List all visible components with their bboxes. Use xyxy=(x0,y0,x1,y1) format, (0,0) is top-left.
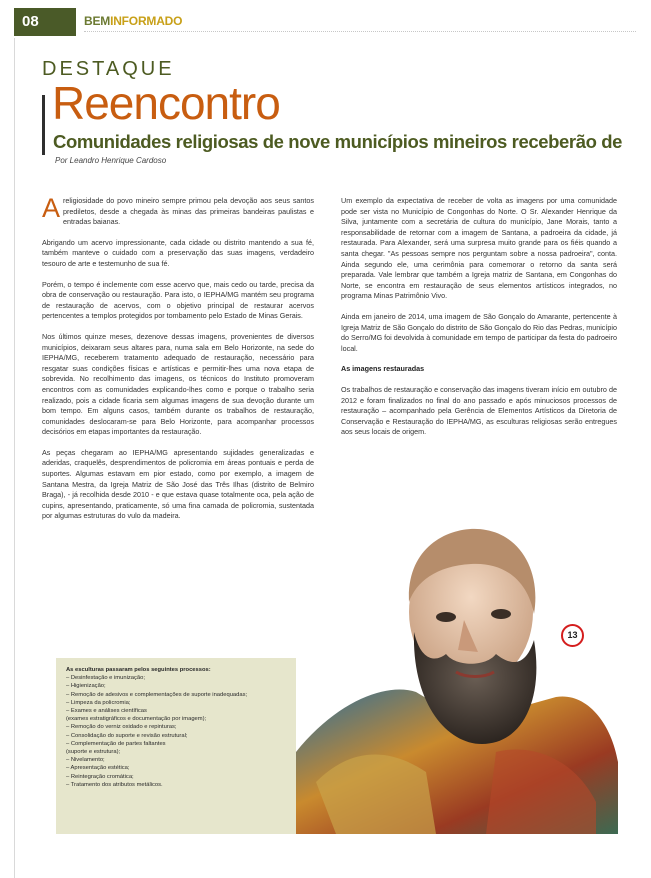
magazine-name-part2: INFORMADO xyxy=(110,14,183,28)
page-number: 08 xyxy=(14,8,76,36)
list-item: – Desinfestação e imunização; xyxy=(66,675,145,682)
paragraph: As peças chegaram ao IEPHA/MG apresentando sujidades generalizadas e aderidas, craquelês, desprendimentos de policromia em áreas pontuais e perda de suportes. Algumas estavam em pior estado, como por exemplo, a imagem de Santana Mestra, da Igreja Matriz de São José das Três Ilhas (distrito de Belmiro Braga), - já recolhida desde 2010 - e que estava quase totalmente oca, pela ação de cupins, apresentando, praticamente, só uma fina camada de policromia, sustentada por algumas estruturas do vulo da madeira. xyxy=(42,447,314,521)
list-item: – Reintegração cromática; xyxy=(66,773,134,780)
process-list xyxy=(66,674,292,789)
list-item: – Remoção do verniz oxidado e repinturas; xyxy=(66,724,177,731)
drop-cap: A xyxy=(42,193,61,223)
image-number-badge: 13 xyxy=(561,624,584,647)
page-margin-rule xyxy=(14,38,15,878)
list-item: – Tratamento dos atributos metálicos. xyxy=(66,781,163,788)
section-label: DESTAQUE xyxy=(42,58,175,80)
paragraph: Ainda em janeiro de 2014, uma imagem de São Gonçalo do Amarante, pertencente à Igreja Matriz de São Gonçalo do distrito de São Gonçalo do Rio das Pedras, município do Serro/MG foi devolvida à comunidade em tempo de participar da festa do padroeiro local. xyxy=(341,311,617,353)
text-column-left xyxy=(42,193,314,532)
list-item: (exames estratigráficos e documentação por imagem); xyxy=(66,716,207,723)
magazine-name xyxy=(84,14,182,28)
section-subhead: As imagens restauradas xyxy=(341,364,425,374)
list-item: – Nivelamento; xyxy=(66,757,105,764)
sidebar-title: As esculturas passaram pelos seguintes processos: xyxy=(66,667,211,673)
sidebar-box xyxy=(56,658,296,834)
magazine-name-part1: BEM xyxy=(84,14,111,28)
title-accent-bar xyxy=(42,95,45,155)
paragraph: Os trabalhos de restauração e conservação das imagens tiveram início em outubro de 2012 e foram finalizados no final do ano passado e após minuciosos processos de restauração – acompanhado pela Gerência de Elementos Artísticos da Diretoria de Conservação e Restauração do IEPHA/MG, as esculturas religiosas serão entregues aos seus locais de origem. xyxy=(341,384,617,437)
paragraph: Nos últimos quinze meses, dezenove dessas imagens, provenientes de diversos municípios, deixaram seus altares para, numa sala em Belo Horizonte, na sede do IEPHA/MG, receberem tratamento adequado de restauração, necessário para resgatar suas condições físicas e artísticas e permitir-lhes uma nova etapa de sobrevida. No recolhimento das imagens, os técnicos do Instituto promoveram encontros com as comunidades explicando-lhes como e porque o trabalho seria realizado, pois a cidade ficaria sem algumas imagens de sua devoção durante um bom tempo. Em alguns casos, também durante os trabalhos de restauração, comunidades deslocaram-se para Belo Horizonte, para acompanhar processos decisórios em etapas importantes da restauração. xyxy=(42,331,314,437)
paragraph: Um exemplo da expectativa de receber de volta as imagens por uma comunidade pode ser vista no Município de Congonhas do Norte. O Sr. Alexander Henrique da Silva, juntamente com a secretária de cultura do município, Jane Morais, tanto a responsabilidade de retornar com a imagem de Santana, a padroeira da cidade, já restaurada. Para Alexander, será uma surpresa muito grande para os fiéis quando a santa chegar. "As pessoas sempre nos perguntam sobre a nossa padroeira", conta. Ainda segundo ele, uma cerimônia para comemorar o retorno da santa será preparada. Vale lembrar que também a Igreja matriz de Santana, em Congonhas do Norte, se encontra em restauração de seus elementos artísticos integrados, no programa Minas Patrimônio Vivo. xyxy=(341,196,617,301)
list-item: – Remoção de adesivos e complementações de suporte inadequadas; xyxy=(66,691,248,698)
text-column-right xyxy=(341,196,617,448)
saint-sculpture-photo xyxy=(296,522,618,834)
list-item: – Apresentação estética; xyxy=(66,765,130,772)
list-item: – Consolidação do suporte e revisão estrutural; xyxy=(66,732,188,739)
sidebar-content xyxy=(66,666,292,789)
list-item: – Complementação de partes faltantes xyxy=(66,740,166,747)
paragraph-text: religiosidade do povo mineiro sempre primou pela devoção aos seus santos prediletos, desde a chegada às minas das primeiras bandeiras paulistas e entradas baianas. xyxy=(63,196,314,227)
header-divider xyxy=(84,31,636,32)
paragraph: Porém, o tempo é inclemente com esse acervo que, mais cedo ou tarde, precisa da obra de conservação ou restauração. Para isto, o IEPHA/MG mantém seu programa de restauração de acervos, com o objetivo principal de restaurar acervos pertencentes a templos protegidos por tombamento pelo Estado de Minas Gerais. xyxy=(42,279,314,321)
article-subtitle: Comunidades religiosas de nove municípios mineiros receberão de xyxy=(53,131,623,152)
list-item: – Higienização; xyxy=(66,683,106,690)
article-byline: Por Leandro Henrique Cardoso xyxy=(55,156,167,165)
paragraph xyxy=(42,193,314,228)
list-item: – Limpeza da policromia; xyxy=(66,699,131,706)
list-item: (suporte e estrutura); xyxy=(66,749,121,756)
article-title: Reencontro xyxy=(52,77,280,129)
paragraph: Abrigando um acervo impressionante, cada cidade ou distrito mantendo a sua fé, também manteve o cuidado com a preservação das suas imagens, verdadeiro tesouro de arte e testemunho de sua fé. xyxy=(42,237,314,268)
list-item: – Exames e análises científicas xyxy=(66,708,147,715)
